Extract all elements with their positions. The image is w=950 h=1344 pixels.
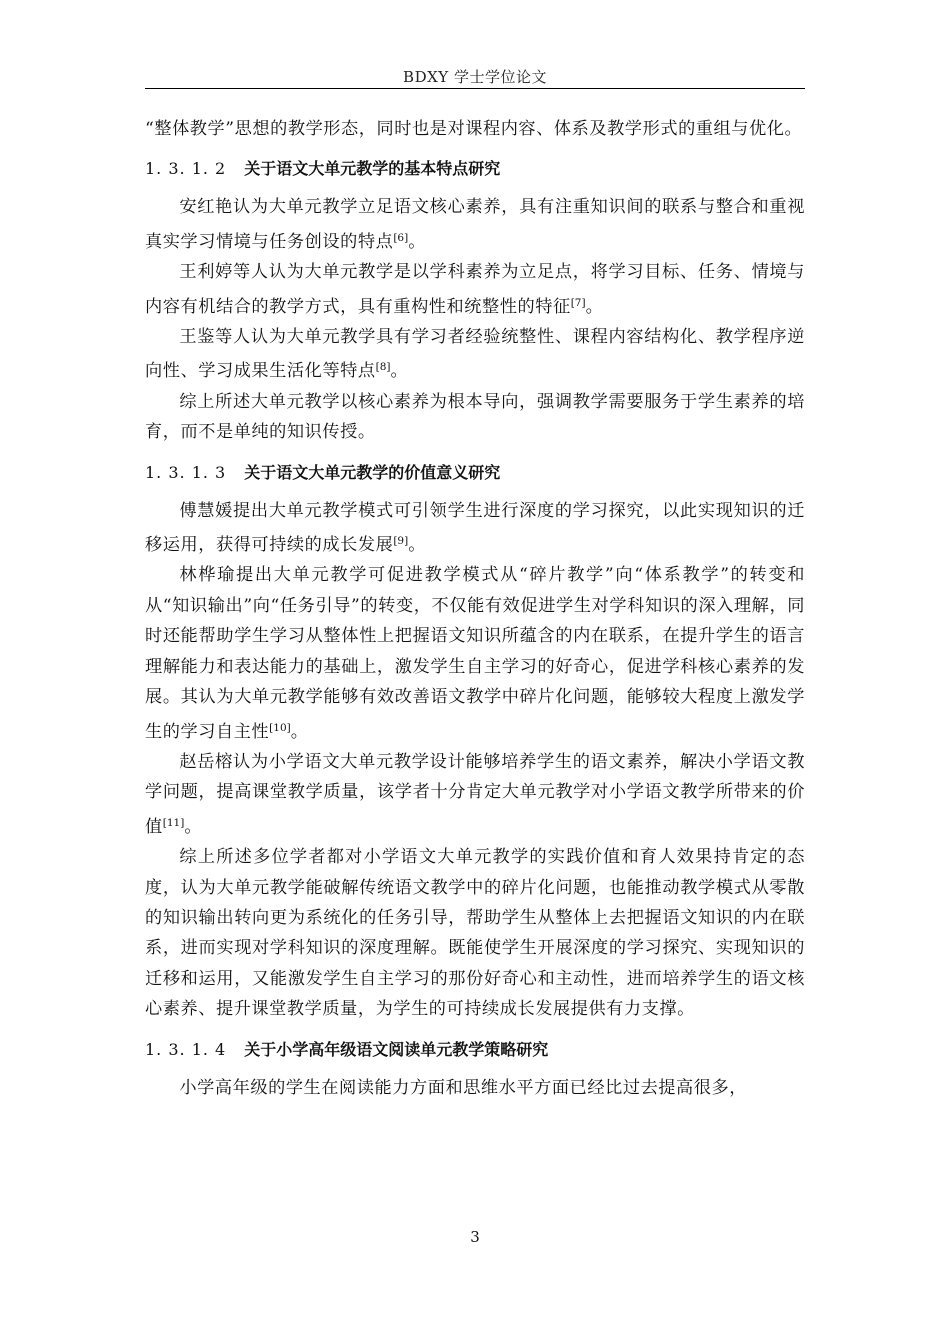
section-title: 关于小学高年级语文阅读单元教学策略研究 xyxy=(244,1039,549,1059)
paragraph: 王鉴等人认为大单元教学具有学习者经验统整性、课程内容结构化、教学程序逆向性、学习成果生活化等特点[8]。 xyxy=(145,327,805,382)
section-number: 1. 3. 1. 2 xyxy=(145,159,227,179)
section-title: 关于语文大单元教学的价值意义研究 xyxy=(244,462,501,482)
paragraph: 林桦瑜提出大单元教学可促进教学模式从“碎片教学”向“体系教学”的转变和从“知识输出”向“任务引导”的转变，不仅能有效促进学生对学科知识的深入理解，同时还能帮助学生学习从整体性上把握语文知识所蕴含的内在联系，在提升学生的语言理解能力和表达能力的基础上，激发学生自主学习的好奇心，促进学科核心素养的发展。其认为大单元教学能够有效改善语文教学中碎片化问题，能够较大程度上激发学生的学习自主性[10]。 xyxy=(145,565,805,742)
citation-ref: [7] xyxy=(570,296,586,309)
citation-ref: [9] xyxy=(393,535,409,548)
paragraph: 综上所述多位学者都对小学语文大单元教学的实践价值和育人效果持肯定的态度，认为大单元教学能破解传统语文教学中的碎片化问题，也能推动教学模式从零散的知识输出转向更为系统化的任务引导，帮助学生从整体上去把握语文知识的内在联系，进而实现对学科知识的深度理解。既能使学生开展深度的学习探究、实现知识的迁移和运用，又能激发学生自主学习的那份好奇心和主动性，进而培养学生的语文核心素养、提升课堂教学质量，为学生的可持续成长发展提供有力支撑。 xyxy=(145,847,805,1020)
section-heading-1313 xyxy=(145,448,805,496)
section-title: 关于语文大单元教学的基本特点研究 xyxy=(244,159,501,179)
citation-ref: [11] xyxy=(162,816,185,829)
section-number: 1. 3. 1. 3 xyxy=(145,462,227,482)
paragraph: 赵岳榕认为小学语文大单元教学设计能够培养学生的语文素养，解决小学语文教学问题，提高课堂教学质量，该学者十分肯定大单元教学对小学语文教学所带来的价值[11]。 xyxy=(145,751,805,837)
running-header: BDXY 学士学位论文 xyxy=(403,68,547,86)
page-body xyxy=(145,114,805,1103)
paragraph: 傅慧媛提出大单元教学模式可引领学生进行深度的学习探究，以此实现知识的迁移运用，获得可持续的成长发展[9]。 xyxy=(145,500,805,556)
section-heading-1312 xyxy=(145,144,805,192)
page-number: 3 xyxy=(470,1228,480,1246)
citation-ref: [8] xyxy=(375,361,391,374)
citation-ref: [10] xyxy=(269,721,291,734)
continuation-paragraph: “整体教学”思想的教学形态，同时也是对课程内容、体系及教学形式的重组与优化。 xyxy=(145,119,803,139)
paragraph: 安红艳认为大单元教学立足语文核心素养，具有注重知识间的联系与整合和重视真实学习情境与任务创设的特点[6]。 xyxy=(145,197,805,252)
header-rule xyxy=(145,88,805,89)
paragraph: 综上所述大单元教学以核心素养为根本导向，强调教学需要服务于学生素养的培育，而不是单纯的知识传授。 xyxy=(145,391,805,443)
section-number: 1. 3. 1. 4 xyxy=(145,1039,227,1059)
paragraph: 小学高年级的学生在阅读能力方面和思维水平方面已经比过去提高很多， xyxy=(179,1077,747,1098)
section-heading-1314 xyxy=(145,1025,805,1073)
citation-ref: [6] xyxy=(393,231,409,244)
paragraph: 王利婷等人认为大单元教学是以学科素养为立足点，将学习目标、任务、情境与内容有机结合的教学方式，具有重构性和统整性的特征[7]。 xyxy=(145,262,805,317)
